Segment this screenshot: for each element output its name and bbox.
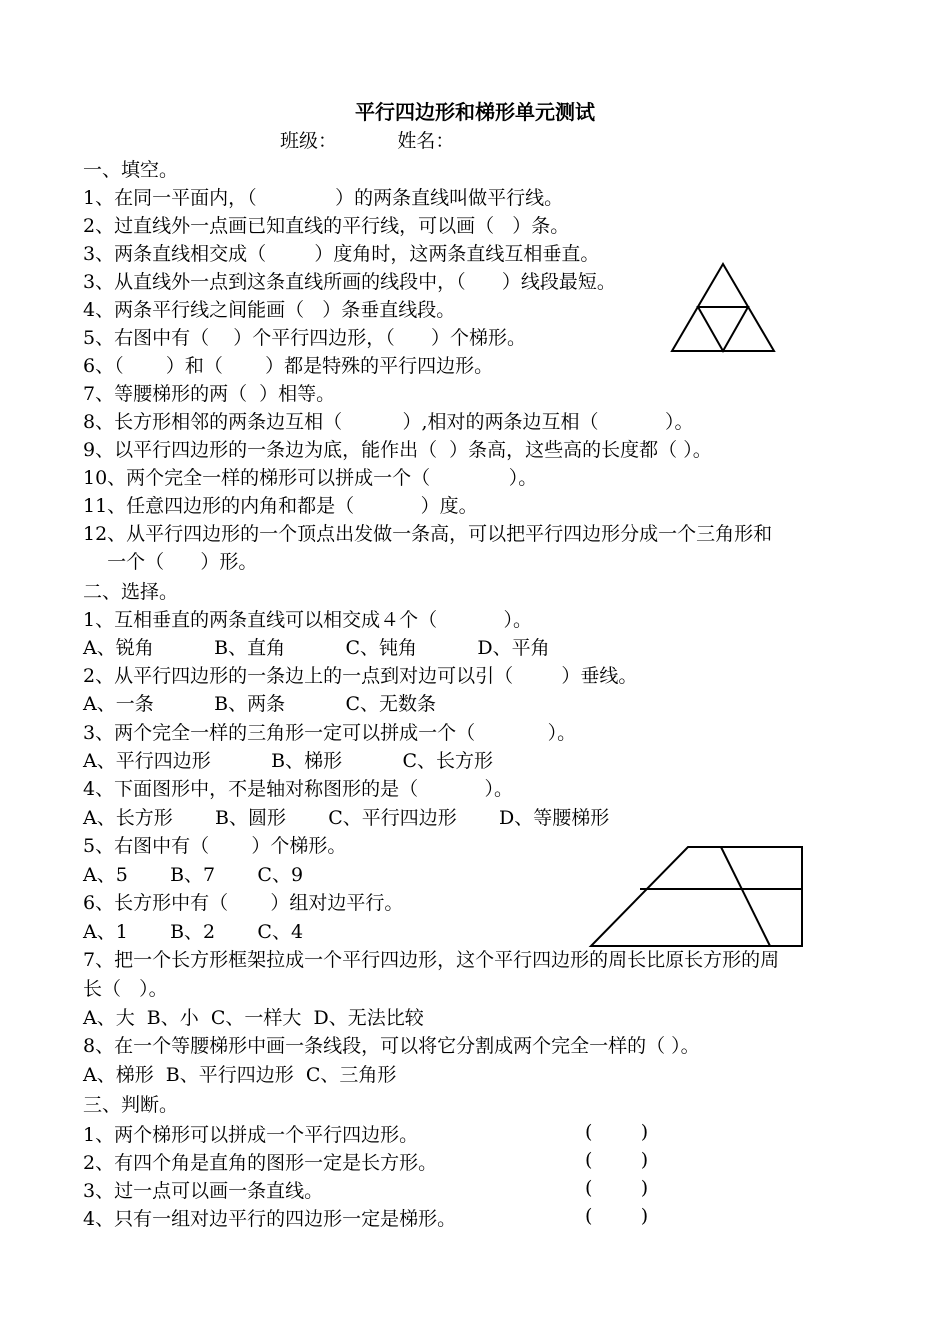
- question-line: 8、在一个等腰梯形中画一条线段，可以将它分割成两个完全一样的（ ）。: [83, 1035, 700, 1057]
- trapezoid-figure: [588, 845, 806, 949]
- judge-paren-3: ( ): [585, 1177, 649, 1199]
- question-line: A、5 B、7 C、9: [83, 864, 304, 886]
- question-line: 2、从平行四边形的一条边上的一点到对边可以引（ ）垂线。: [83, 665, 638, 687]
- question-line: A、梯形 B、平行四边形 C、三角形: [83, 1064, 397, 1086]
- question-line: 3、过一点可以画一条直线。: [83, 1180, 324, 1202]
- question-line: 3、两条直线相交成（ ）度角时，这两条直线互相垂直。: [83, 243, 600, 265]
- question-line: 7、等腰梯形的两（ ）相等。: [83, 383, 336, 405]
- question-line: 12、从平行四边形的一个顶点出发做一条高，可以把平行四边形分成一个三角形和: [83, 523, 773, 545]
- question-line: 1、互相垂直的两条直线可以相交成４个（ ）。: [83, 609, 533, 631]
- question-line: 6、（ ）和（ ）都是特殊的平行四边形。: [83, 355, 494, 377]
- question-line: 4、两条平行线之间能画（ ）条垂直线段。: [83, 299, 456, 321]
- class-name-line: 班级： 姓名：: [280, 130, 455, 152]
- judge-paren-4: ( ): [585, 1205, 649, 1227]
- question-line: 8、长方形相邻的两条边互相（ ）,相对的两条边互相（ ）。: [83, 411, 694, 433]
- question-line: 5、右图中有（ ）个平行四边形，（ ）个梯形。: [83, 327, 526, 349]
- question-line: 11、任意四边形的内角和都是（ ）度。: [83, 495, 478, 517]
- judge-paren-2: ( ): [585, 1149, 649, 1171]
- question-line: 一个（ ）形。: [83, 551, 258, 573]
- question-line: 9、以平行四边形的一条边为底，能作出（ ）条高，这些高的长度都（ ）。: [83, 439, 712, 461]
- question-line: A、大 B、小 C、一样大 D、无法比较: [83, 1007, 424, 1029]
- question-line: 3、两个完全一样的三角形一定可以拼成一个（ ）。: [83, 722, 577, 744]
- question-line: 4、下面图形中，不是轴对称图形的是（ ）。: [83, 778, 514, 800]
- question-line: 4、只有一组对边平行的四边形一定是梯形。: [83, 1208, 457, 1230]
- question-line: A、1 B、2 C、4: [83, 921, 304, 943]
- question-line: 3、从直线外一点到这条直线所画的线段中，（ ）线段最短。: [83, 271, 616, 293]
- question-line: 10、两个完全一样的梯形可以拼成一个（ ）。: [83, 467, 538, 489]
- question-line: A、一条 B、两条 C、无数条: [83, 693, 437, 715]
- question-line: 长（ ）。: [83, 978, 168, 1000]
- question-line: A、平行四边形 B、梯形 C、长方形: [83, 750, 494, 772]
- question-line: 2、有四个角是直角的图形一定是长方形。: [83, 1152, 438, 1174]
- question-line: 6、长方形中有（ ）组对边平行。: [83, 892, 404, 914]
- question-line: A、长方形 B、圆形 C、平行四边形 D、等腰梯形: [83, 807, 610, 829]
- question-line: 2、过直线外一点画已知直线的平行线，可以画（ ）条。: [83, 215, 570, 237]
- judge-paren-1: ( ): [585, 1121, 649, 1143]
- question-line: A、锐角 B、直角 C、钝角 D、平角: [83, 637, 550, 659]
- question-line: 三、判断。: [83, 1094, 179, 1116]
- question-line: 7、把一个长方形框架拉成一个平行四边形，这个平行四边形的周长比原长方形的周: [83, 949, 780, 971]
- question-line: 一、填空。: [83, 159, 179, 181]
- question-line: 二、选择。: [83, 581, 179, 603]
- question-line: 5、右图中有（ ）个梯形。: [83, 835, 347, 857]
- question-line: 1、在同一平面内，（ ）的两条直线叫做平行线。: [83, 187, 564, 209]
- triangle-figure: [670, 262, 780, 354]
- page-title: 平行四边形和梯形单元测试: [355, 100, 595, 124]
- question-line: 1、两个梯形可以拼成一个平行四边形。: [83, 1124, 419, 1146]
